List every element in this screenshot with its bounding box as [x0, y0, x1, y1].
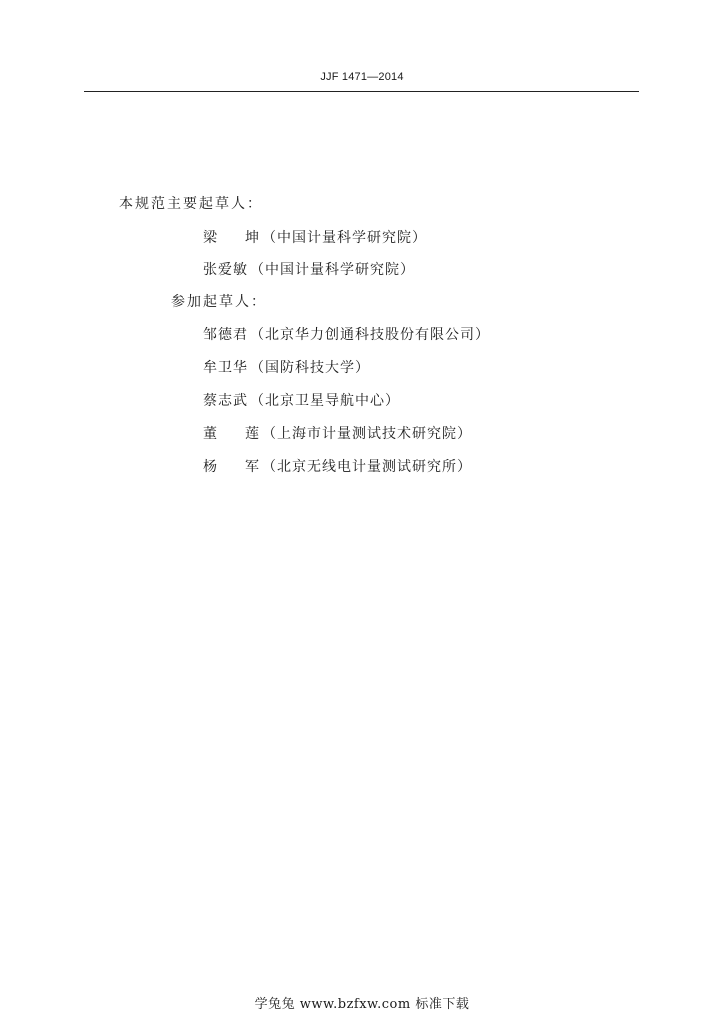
drafter-name: 蔡志武: [203, 393, 248, 409]
drafter-name: 牟卫华: [203, 360, 248, 376]
header-divider: [84, 91, 639, 92]
drafter-organization: （中国计量科学研究院）: [250, 262, 415, 278]
drafter-name: 董 莲: [203, 426, 260, 442]
drafter-organization: （北京卫星导航中心）: [250, 393, 400, 409]
drafter-organization: （北京无线电计量测试研究所）: [262, 459, 472, 475]
drafter-entry: [203, 390, 400, 410]
drafter-name: 梁 坤: [203, 230, 260, 246]
drafter-name: 邹德君: [203, 327, 248, 343]
drafter-organization: （国防科技大学）: [250, 360, 370, 376]
download-watermark: 学兔兔 www.bzfxw.com 标准下载: [254, 997, 470, 1012]
drafter-organization: （中国计量科学研究院）: [262, 230, 427, 246]
drafter-name: 张爱敏: [203, 262, 248, 278]
standard-code: JJF 1471—2014: [320, 71, 404, 83]
drafter-entry: [203, 423, 472, 443]
drafter-entry: [203, 227, 427, 247]
main-drafters-heading: 本规范主要起草人：: [119, 196, 263, 212]
drafter-entry: [203, 456, 472, 476]
drafter-entry: [203, 324, 490, 344]
participating-drafters-heading: 参加起草人：: [171, 294, 267, 310]
drafter-entry: [203, 357, 370, 377]
drafter-entry: [203, 259, 415, 279]
drafter-organization: （上海市计量测试技术研究院）: [262, 426, 472, 442]
drafter-organization: （北京华力创通科技股份有限公司）: [250, 327, 490, 343]
drafter-name: 杨 军: [203, 459, 260, 475]
